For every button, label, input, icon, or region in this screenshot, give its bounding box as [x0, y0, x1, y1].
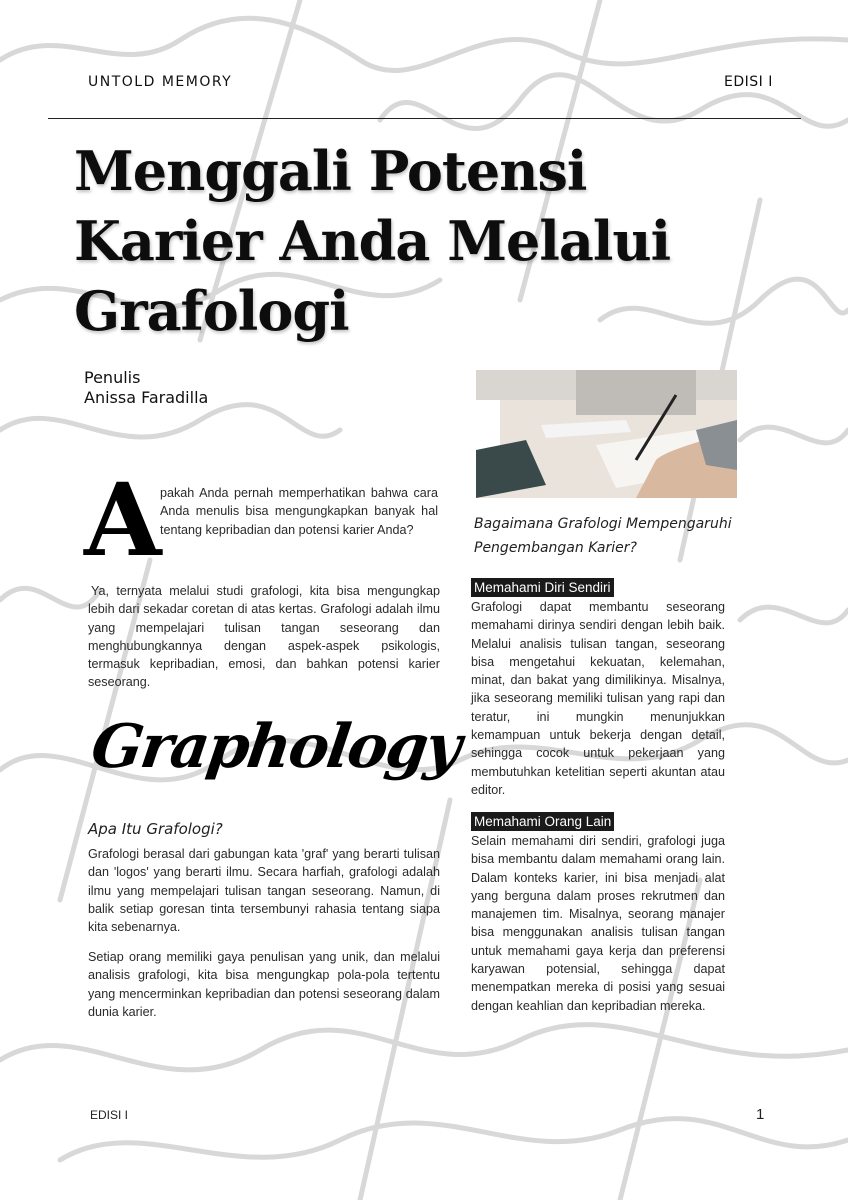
header-divider: [48, 118, 801, 119]
intro-text: pakah Anda pernah memperhatikan bahwa cara Anda menulis bisa mengungkapkan banyak hal tentang kepribadian dan potensi karier Anda?: [160, 486, 438, 537]
author-name: Anissa Faradilla: [84, 388, 209, 407]
paragraph-1: Ya, ternyata melalui studi grafologi, kita bisa mengungkap lebih dari sekadar coretan di atas kertas. Grafologi adalah ilmu yang mempelajari tulisan tangan seseorang dan menghubungkannya dengan aspek-aspek psikologis, termasuk kepribadian, emosi, dan bahkan potensi karier seseorang.: [88, 584, 440, 690]
heading-memahami-orang-lain: Memahami Orang Lain: [471, 812, 614, 831]
orang-lain-text: Selain memahami diri sendiri, grafologi juga bisa membantu dalam memahami orang lain. Dalam konteks karier, ini bisa menjadi alat yang berguna dalam proses rekrutmen dan manajemen tim. Misalnya, seorang manajer bisa menggunakan analisis tulisan tangan untuk memahami gaya kerja dan preferensi karyawan potensial, sehingga dapat menempatkan mereka di posisi yang sesuai dengan keahlian dan kepribadian mereka.: [471, 834, 725, 1013]
author-block: [84, 368, 208, 408]
heading-memahami-diri-sendiri: Memahami Diri Sendiri: [471, 578, 614, 597]
photo-caption: Bagaimana Grafologi Mempengaruhi Pengembangan Karier?: [474, 516, 732, 556]
section-diri-sendiri: [471, 578, 725, 799]
apa-paragraph-2: Setiap orang memiliki gaya penulisan yang unik, dan melalui analisis grafologi, kita bisa mengungkap pola-pola tertentu yang mencerminkan kepribadian dan potensi seseorang dalam dunia karier.: [88, 950, 440, 1019]
drop-cap: A: [84, 461, 162, 579]
writing-desk-photo: [476, 370, 737, 498]
edition-label: EDISI I: [724, 74, 773, 90]
footer-edition: EDISI I: [90, 1108, 129, 1122]
diri-sendiri-text: Grafologi dapat membantu seseorang memahami dirinya sendiri dengan lebih baik. Melalui analisis tulisan tangan, seseorang bisa mengetahui kekuatan, kelemahan, minat, dan bakat yang dimilikinya. Misalnya, jika seseorang memiliki tulisan yang rapi dan teratur, ini mungkin menunjukkan kemampuan untuk bekerja dengan detail, sehingga cocok untuk pekerjaan yang membutuhkan ketelitian seperti akuntan atau editor.: [471, 600, 725, 797]
section-orang-lain: [471, 812, 725, 1015]
page-number: 1: [756, 1106, 765, 1123]
graphology-script-title: Graphology: [87, 712, 464, 782]
apa-paragraph-1: Grafologi berasal dari gabungan kata 'graf' yang berarti tulisan dan 'logos' yang berarti ilmu. Secara harfiah, grafologi adalah ilmu yang mempelajari tulisan tangan seseorang. Namun, di balik setiap goresan tinta tersembunyi rahasia tentang siapa kita sebenarnya.: [88, 847, 440, 935]
publication-name: UNTOLD MEMORY: [88, 74, 233, 90]
article-title: Menggali Potensi Karier Anda Melalui Grafologi: [74, 139, 671, 343]
heading-apa-itu-grafologi: Apa Itu Grafologi?: [88, 820, 223, 838]
author-label: Penulis: [84, 368, 141, 387]
